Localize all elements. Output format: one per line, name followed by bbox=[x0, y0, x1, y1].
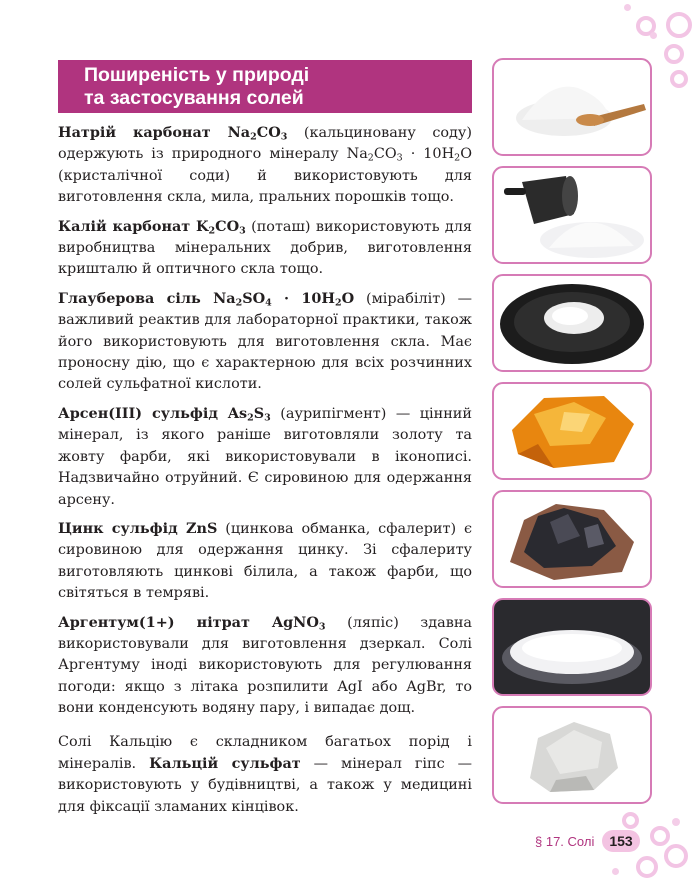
decor-ring bbox=[664, 44, 684, 64]
body-text bbox=[58, 122, 472, 825]
section-reference: § 17. Солі bbox=[535, 833, 595, 849]
decor-ring bbox=[622, 812, 639, 829]
decor-dot bbox=[650, 32, 657, 39]
photo-silver-nitrate-dish bbox=[492, 598, 652, 696]
heading-line-2: та застосування солей bbox=[84, 87, 304, 109]
photo-gypsum-rock bbox=[492, 706, 652, 804]
decor-ring bbox=[650, 826, 670, 846]
decor-dot bbox=[672, 818, 680, 826]
decor-ring bbox=[636, 856, 658, 878]
photo-potash-scoop bbox=[492, 166, 652, 264]
paragraph-arsenic-sulfide: Арсен(III) сульфід $As_2S_3$ (аурипігмент) — цінний мінерал, із якого раніше виготовляли золоту та жовту фарби, які використовували в іконописі. Надзвичайно отруйний. Є сировиною для одержання арсену. bbox=[58, 404, 472, 508]
paragraph-glauber-salt: Глауберова сіль $Na_2SO_4 \cdot 10H_2O$ (мірабіліт) — важливий реактив для лабораторної практики, також його використовують для виготовлення скла. Має проносну дію, що є характерною для всіх розчинних солей сульфатної кислоти. bbox=[58, 289, 473, 393]
photo-column bbox=[492, 58, 652, 814]
page-footer bbox=[535, 829, 640, 853]
decor-ring bbox=[670, 70, 688, 88]
term: Глауберова сіль $Na_2SO_4 \cdot 10H_2O$ bbox=[58, 289, 355, 309]
paragraph-calcium-salts: Солі Кальцію є складником багатьох порід і мінералів. Кальцій сульфат — мінерал гіпс — використовують у будівництві, а також у медицині для фіксації зламаних кінцівок. bbox=[58, 733, 473, 815]
term: Калій карбонат $K_2CO_3$ bbox=[58, 217, 246, 236]
photo-glauber-salt-dish bbox=[492, 274, 652, 372]
term: Аргентум(1+) нітрат AgNO$_3$ bbox=[58, 613, 326, 632]
paragraph-potassium-carbonate: Калій карбонат $K_2CO_3$ (поташ) використовують для виробництва мінеральних добрив, виготовлення кришталю й оптичного скла тощо. bbox=[58, 217, 472, 278]
term: Арсен(III) сульфід $As_2S_3$ bbox=[58, 404, 271, 424]
photo-orpiment-mineral bbox=[492, 382, 652, 480]
term: Цинк сульфід ZnS bbox=[58, 519, 218, 537]
decor-dot bbox=[624, 4, 631, 11]
photo-soda-powder bbox=[492, 58, 652, 156]
paragraph-zinc-sulfide: Цинк сульфід ZnS (цинкова обманка, сфалерит) є сировиною для одержання цинку. Зі сфалериту виготовляють цинкові білила, а також фарби, що світяться в темряві. bbox=[58, 519, 473, 602]
heading-line-1: Поширеність у природі bbox=[84, 64, 310, 86]
paragraph-sodium-carbonate: Натрій карбонат $Na_2CO_3$ (кальциновану соду) одержують із природного мінералу $Na_2CO_3 \cdot 10H_2O$ (кристалічної соди) й використовують для виготовлення скла, мила, пральних порошків тощо. bbox=[58, 124, 472, 206]
decor-ring bbox=[666, 12, 692, 38]
section-heading bbox=[58, 60, 472, 113]
term: Кальцій сульфат bbox=[149, 754, 301, 772]
photo-sphalerite-mineral bbox=[492, 490, 652, 588]
decor-ring bbox=[664, 844, 688, 868]
page-number: 153 bbox=[602, 830, 639, 852]
term: Натрій карбонат $Na_2CO_3$ bbox=[58, 124, 288, 143]
decor-dot bbox=[612, 868, 619, 875]
paragraph-silver-nitrate: Аргентум(1+) нітрат AgNO$_3$ (ляпіс) здавна використовували для виготовлення дзеркал. Солі Аргентуму іноді використовують для регулювання погоди: якщо з літака розпилити AgI або AgBr, то вони конденсують водяну пару, і випадає дощ. bbox=[58, 613, 472, 717]
